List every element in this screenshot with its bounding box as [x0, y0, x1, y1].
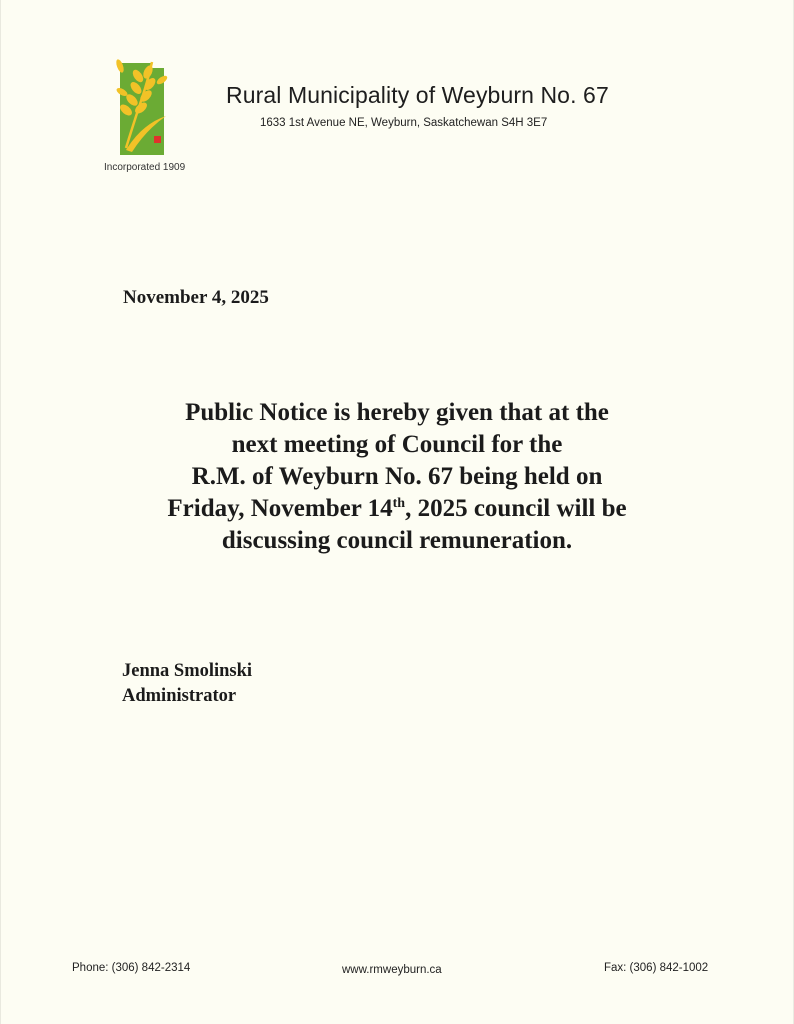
incorporated-year: Incorporated 1909 [104, 162, 186, 173]
notice-line-3: R.M. of Weyburn No. 67 being held on [191, 463, 603, 490]
footer-fax: Fax: (306) 842-1002 [604, 962, 709, 974]
notice-line-1: Public Notice is hereby given that at the [185, 399, 609, 426]
signatory-title: Administrator [122, 686, 237, 706]
organization-address: 1633 1st Avenue NE, Weyburn, Saskatchewan S4H 3E7 [260, 117, 548, 129]
footer-phone: Phone: (306) 842-2314 [72, 962, 191, 974]
notice-line-4 [97, 493, 697, 525]
ordinal-suffix: th [392, 496, 406, 511]
notice-line-4-start: Friday, November 14 [167, 495, 393, 522]
notice-line-4-end: , 2025 council will be [405, 495, 627, 522]
footer-website: www.rmweyburn.ca [342, 964, 442, 976]
saskatchewan-wheat-logo-icon [112, 52, 178, 156]
notice-line-2: next meeting of Council for the [231, 431, 563, 458]
signatory-name: Jenna Smolinski [122, 661, 253, 681]
notice-line-5: discussing council remuneration. [221, 527, 573, 554]
organization-name: Rural Municipality of Weyburn No. 67 [226, 82, 609, 108]
public-notice-body [97, 397, 697, 557]
notice-date: November 4, 2025 [123, 287, 269, 308]
signature-block [122, 659, 252, 709]
